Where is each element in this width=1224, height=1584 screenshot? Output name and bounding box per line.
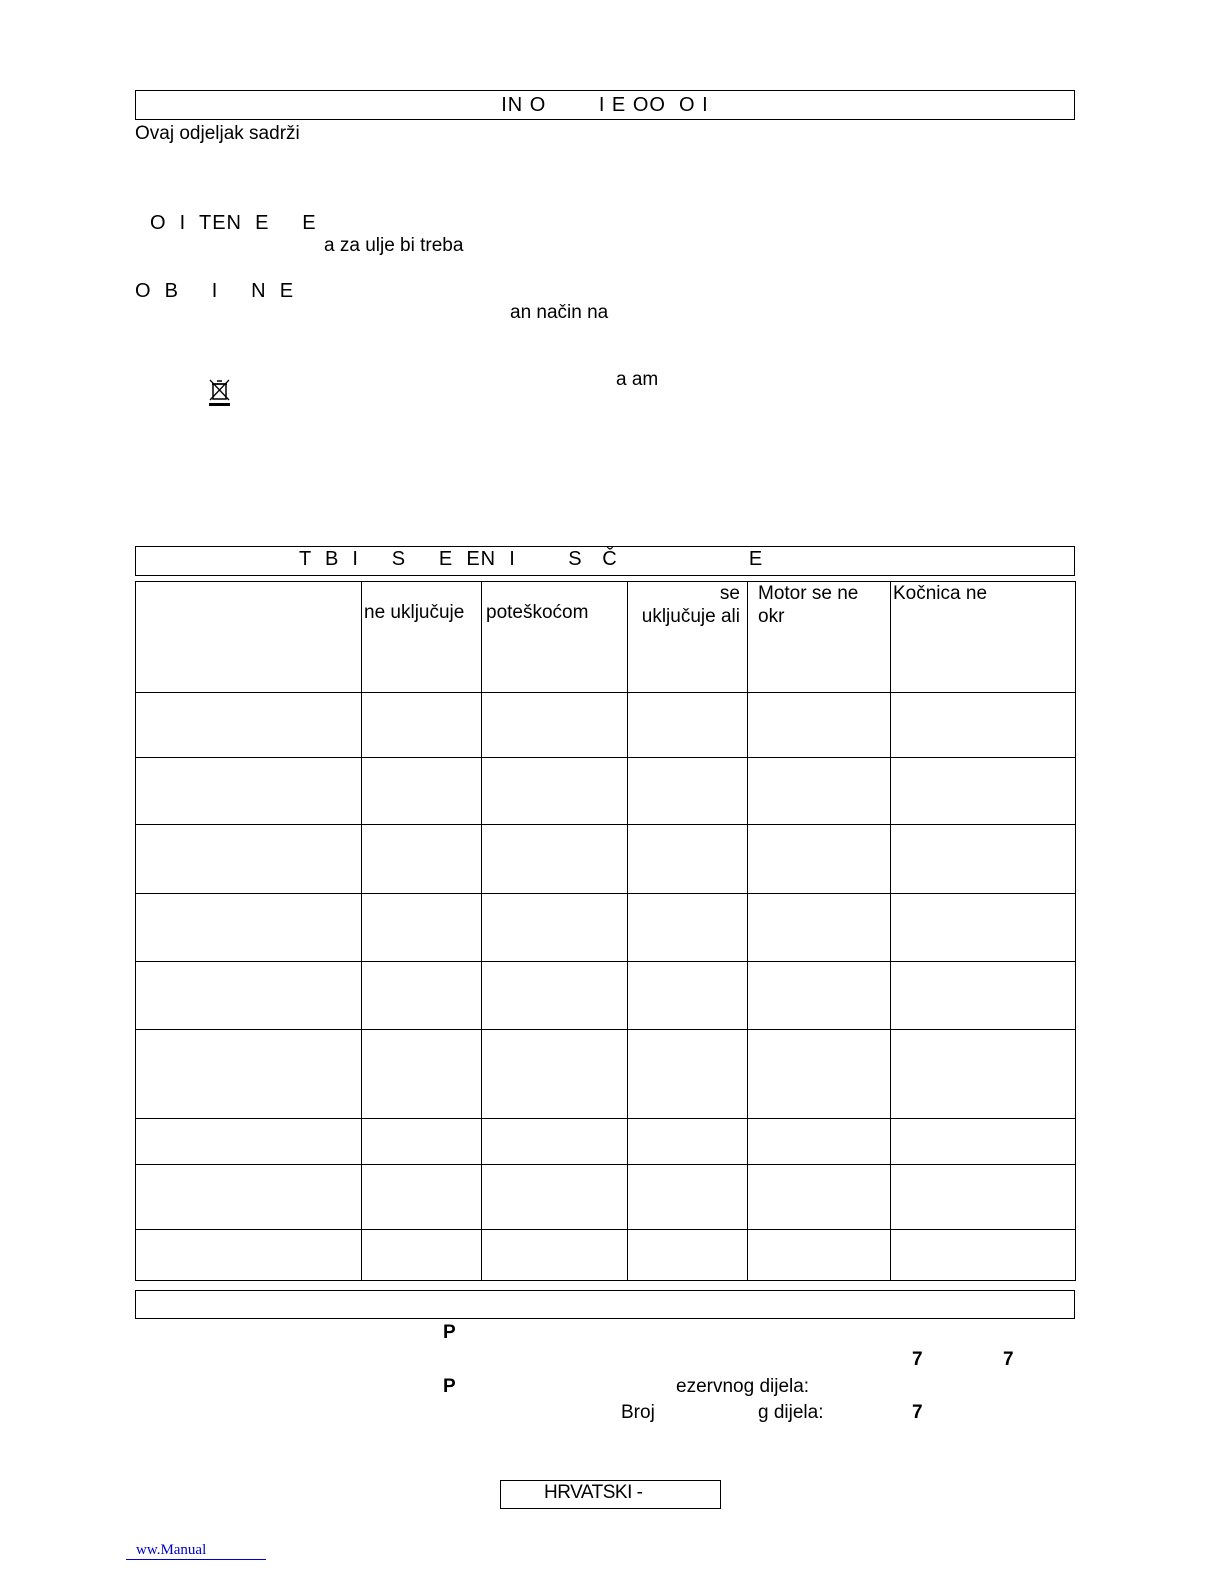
spare-parts-box xyxy=(135,1290,1075,1319)
spare-broj: Broj xyxy=(621,1402,655,1423)
table-row xyxy=(136,962,1076,1030)
troubleshooting-title: T B I S E EN I S Č E xyxy=(299,548,764,570)
disposal-text-2: a am xyxy=(616,369,659,390)
table-row xyxy=(136,1230,1076,1281)
table-header-row xyxy=(136,582,1076,693)
crossed-bin-icon xyxy=(199,360,223,390)
table-row xyxy=(136,1030,1076,1119)
table-row xyxy=(136,1165,1076,1230)
spare-part-number-label: g dijela: xyxy=(758,1402,824,1423)
spare-num-2: 7 xyxy=(1003,1349,1014,1370)
header-cell: poteškoćom xyxy=(482,582,628,693)
footer-link[interactable]: ww.Manual xyxy=(126,1541,266,1560)
spare-num-1: 7 xyxy=(912,1349,923,1370)
table-row xyxy=(136,894,1076,962)
oil-text: a za ulje bi treba xyxy=(324,235,464,256)
language-label: HRVATSKI - xyxy=(544,1482,643,1503)
table-row xyxy=(136,758,1076,825)
header-cell-empty xyxy=(136,582,362,693)
table-row xyxy=(136,825,1076,894)
spare-label-p1: P xyxy=(443,1322,456,1343)
spare-part-label: ezervnog dijela: xyxy=(676,1376,810,1397)
info-intro-text: Ovaj odjeljak sadrži xyxy=(135,123,300,144)
header-cell: ne uključuje xyxy=(362,582,482,693)
table-row xyxy=(136,693,1076,758)
header-cell: se uključuje ali xyxy=(628,582,748,693)
disposal-heading: O B I N E xyxy=(135,280,295,302)
spare-num-3: 7 xyxy=(912,1402,923,1423)
spare-label-p2: P xyxy=(443,1376,456,1397)
troubleshooting-table xyxy=(135,581,1076,1281)
troubleshooting-title-box xyxy=(135,546,1075,576)
info-section-title-box xyxy=(135,90,1075,120)
language-footer-box xyxy=(500,1480,721,1509)
table-row xyxy=(136,1119,1076,1165)
oil-heading: O I TEN E E xyxy=(150,212,317,234)
header-cell: Kočnica ne xyxy=(891,582,1076,693)
disposal-text-1: an način na xyxy=(510,302,609,323)
info-section-title: IN O I E OO O I xyxy=(501,94,709,116)
header-cell: Motor se ne okr xyxy=(748,582,891,693)
